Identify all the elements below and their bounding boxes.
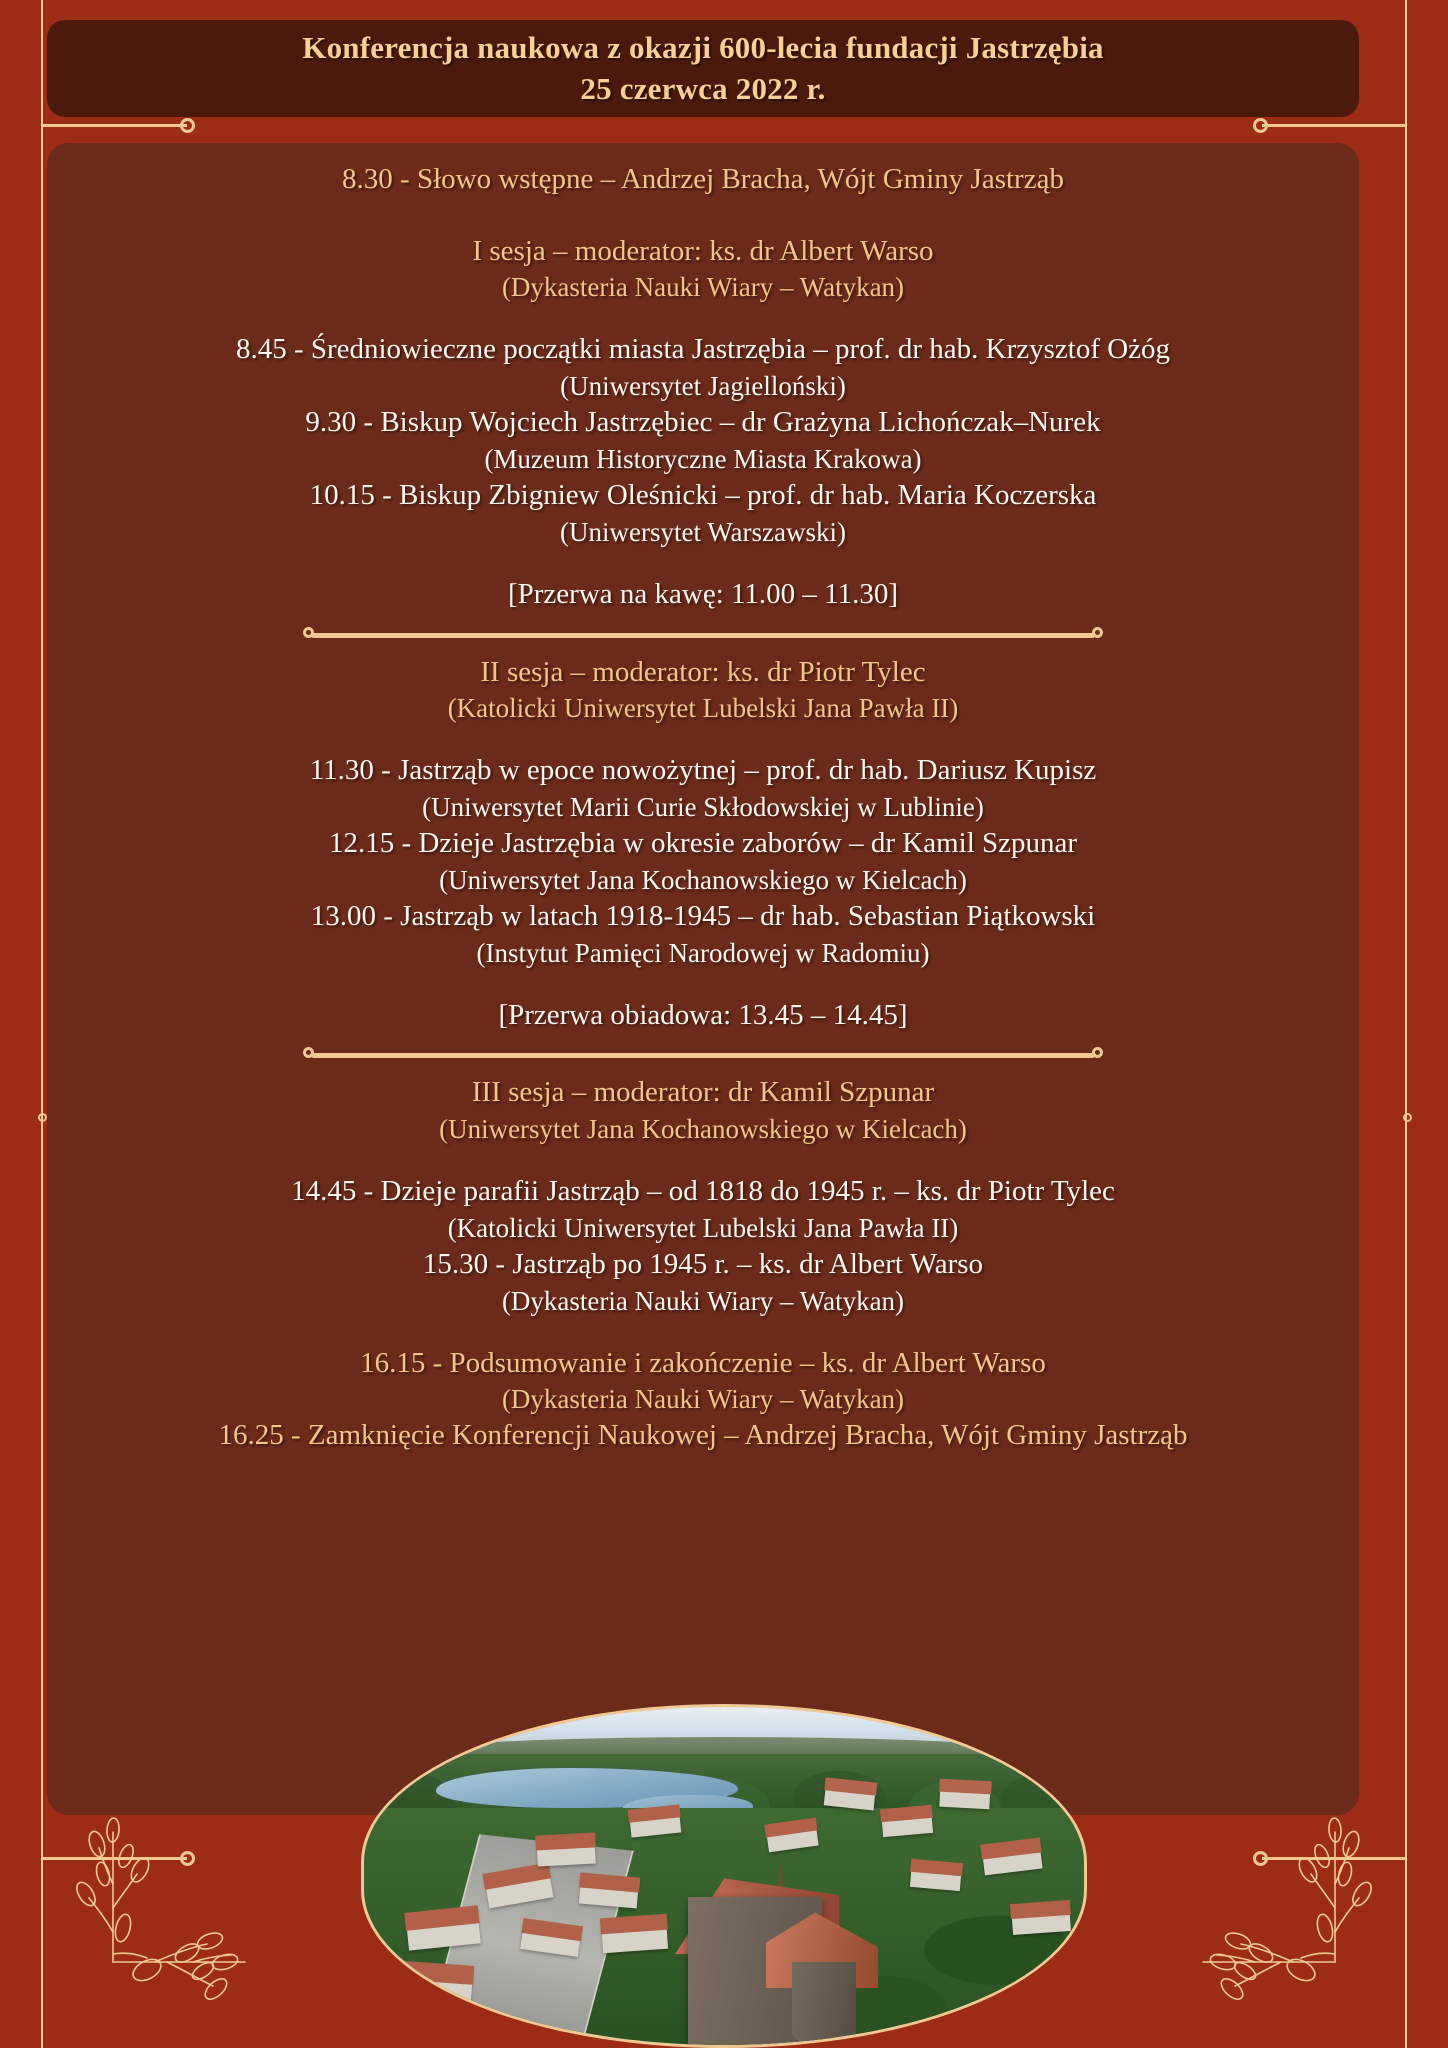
right-border-rail bbox=[1405, 0, 1407, 2048]
talk-affiliation: (Instytut Pamięci Narodowej w Radomiu) bbox=[476, 937, 930, 968]
talk-title: 8.45 - Średniowieczne początki miasta Jastrzębia – prof. dr hab. Krzysztof Ożóg bbox=[235, 333, 1171, 366]
divider-right-ring-icon bbox=[1092, 1047, 1103, 1058]
poster-title-line-2: 25 czerwca 2022 r. bbox=[580, 70, 826, 106]
left-rail-ring-icon bbox=[38, 1113, 47, 1122]
photo-house bbox=[881, 1806, 934, 1837]
talk-title: 13.00 - Jastrząb w latach 1918-1945 – dr hab. Sebastian Piątkowski bbox=[310, 899, 1096, 932]
session-2-heading: II sesja – moderator: ks. dr Piotr Tylec bbox=[480, 655, 926, 688]
photo-house bbox=[405, 1906, 480, 1950]
talk-affiliation: (Uniwersytet Jagielloński) bbox=[560, 371, 846, 402]
divider-right-ring-icon bbox=[1092, 627, 1103, 638]
talk-title: 11.30 - Jastrząb w epoce nowożytnej – prof. dr hab. Dariusz Kupisz bbox=[309, 754, 1097, 787]
right-rail-ring-icon bbox=[1403, 1113, 1412, 1122]
divider-bar bbox=[311, 633, 1095, 638]
talk-affiliation: (Uniwersytet Warszawski) bbox=[560, 516, 846, 547]
talk-affiliation: (Uniwersytet Jana Kochanowskiego w Kielcach) bbox=[439, 864, 967, 895]
church-apse bbox=[792, 1962, 857, 2041]
divider-bar bbox=[311, 1053, 1095, 1058]
talk-title: 12.15 - Dzieje Jastrzębia w okresie zaborów – dr Kamil Szpunar bbox=[328, 827, 1078, 860]
session-1-heading: I sesja – moderator: ks. dr Albert Warso bbox=[472, 234, 934, 267]
section-divider bbox=[303, 622, 1103, 648]
photo-house bbox=[536, 1834, 595, 1867]
summary-affiliation: (Dykasteria Nauki Wiary – Watykan) bbox=[501, 1384, 905, 1415]
lunch-break: [Przerwa obiadowa: 13.45 – 14.45] bbox=[498, 998, 908, 1031]
photo-house bbox=[391, 1961, 473, 2007]
right-botanical-ornament-icon bbox=[1183, 1812, 1393, 2042]
photo-frame bbox=[361, 1704, 1087, 2048]
session-1-affiliation: (Dykasteria Nauki Wiary – Watykan) bbox=[501, 272, 905, 303]
session-2-affiliation: (Katolicki Uniwersytet Lubelski Jana Pawła II) bbox=[447, 693, 959, 724]
talk-affiliation: (Muzeum Historyczne Miasta Krakowa) bbox=[484, 443, 922, 474]
coffee-break: [Przerwa na kawę: 11.00 – 11.30] bbox=[507, 577, 899, 610]
program-panel bbox=[47, 143, 1359, 1815]
left-botanical-ornament-icon bbox=[55, 1812, 265, 2042]
left-border-rail bbox=[41, 0, 43, 2048]
talk-title: 9.30 - Biskup Wojciech Jastrzębiec – dr Grażyna Lichończak–Nurek bbox=[305, 406, 1101, 439]
photo-house bbox=[939, 1780, 991, 1810]
talk-title: 10.15 - Biskup Zbigniew Oleśnicki – prof. dr hab. Maria Koczerska bbox=[309, 479, 1097, 512]
talk-affiliation: (Dykasteria Nauki Wiary – Watykan) bbox=[501, 1285, 905, 1316]
town-photo bbox=[361, 1704, 1087, 2048]
section-divider bbox=[303, 1042, 1103, 1068]
session-3-heading: III sesja – moderator: dr Kamil Szpunar bbox=[471, 1076, 935, 1109]
top-right-ring-icon bbox=[1253, 118, 1268, 133]
program-list bbox=[73, 161, 1333, 1455]
photo-church bbox=[666, 1856, 882, 2045]
photo-house bbox=[910, 1860, 963, 1891]
program-opening: 8.30 - Słowo wstępne – Andrzej Bracha, Wójt Gminy Jastrząb bbox=[342, 163, 1064, 195]
top-right-connector-arm bbox=[1262, 124, 1407, 127]
talk-title: 15.30 - Jastrząb po 1945 r. – ks. dr Albert Warso bbox=[422, 1247, 984, 1280]
session-3-affiliation: (Uniwersytet Jana Kochanowskiego w Kielcach) bbox=[439, 1114, 967, 1144]
photo-house bbox=[1011, 1901, 1071, 1935]
photo-image bbox=[364, 1707, 1084, 2045]
poster-title-line-1: Konferencja naukowa z okazji 600-lecia fundacji Jastrzębia bbox=[302, 29, 1104, 65]
photo-house bbox=[824, 1779, 877, 1811]
summary-title: 16.15 - Podsumowanie i zakończenie – ks. dr Albert Warso bbox=[360, 1346, 1046, 1379]
talk-title: 14.45 - Dzieje parafii Jastrząb – od 1818 do 1945 r. – ks. dr Piotr Tylec bbox=[291, 1175, 1115, 1208]
photo-house bbox=[579, 1874, 639, 1909]
photo-house bbox=[600, 1914, 667, 1952]
top-left-ring-icon bbox=[180, 118, 195, 133]
top-left-connector-arm bbox=[41, 124, 187, 127]
talk-affiliation: (Uniwersytet Marii Curie Skłodowskiej w Lublinie) bbox=[422, 791, 984, 822]
program-closing: 16.25 - Zamknięcie Konferencji Naukowej – Andrzej Bracha, Wójt Gminy Jastrząb bbox=[218, 1419, 1188, 1452]
talk-affiliation: (Katolicki Uniwersytet Lubelski Jana Pawła II) bbox=[447, 1212, 959, 1243]
poster-title-box bbox=[47, 20, 1359, 117]
